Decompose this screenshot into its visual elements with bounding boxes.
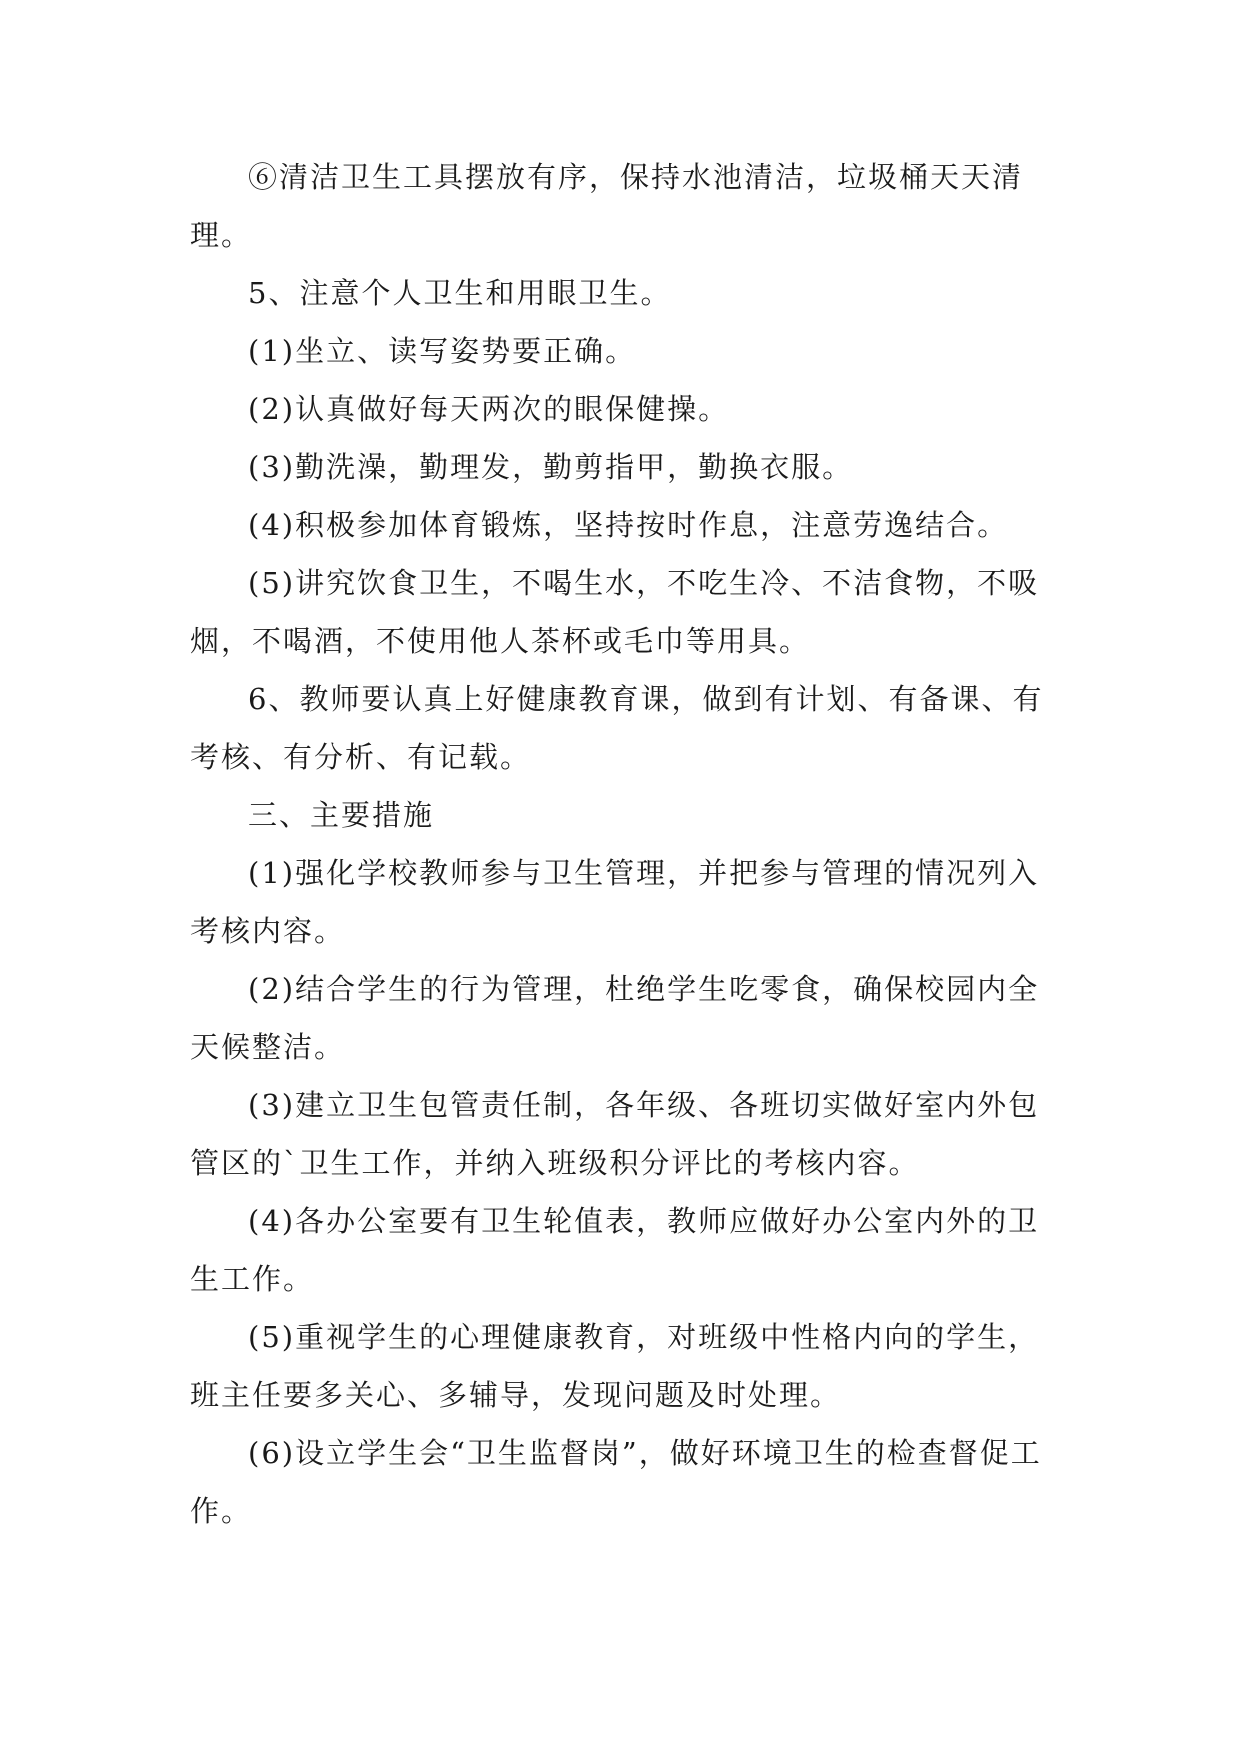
paragraph-13: (4)各办公室要有卫生轮值表，教师应做好办公室内外的卫生工作。 [190, 1204, 1040, 1296]
paragraph-2: 5、注意个人卫生和用眼卫生。 [248, 276, 672, 310]
paragraph-11: (2)结合学生的行为管理，杜绝学生吃零食，确保校园内全天候整洁。 [190, 972, 1040, 1064]
paragraph-6: (4)积极参加体育锻炼，坚持按时作息，注意劳逸结合。 [248, 508, 1009, 542]
document-body [190, 148, 1068, 1540]
paragraph-12: (3)建立卫生包管责任制，各年级、各班切实做好室内外包管区的`卫生工作，并纳入班级积分评比的考核内容。 [190, 1088, 1040, 1180]
paragraph-10: (1)强化学校教师参与卫生管理，并把参与管理的情况列入考核内容。 [190, 856, 1040, 948]
paragraph-7: (5)讲究饮食卫生，不喝生水，不吃生冷、不洁食物，不吸烟，不喝酒，不使用他人茶杯或毛巾等用具。 [190, 566, 1040, 658]
paragraph-15: (6)设立学生会“卫生监督岗”，做好环境卫生的检查督促工作。 [190, 1436, 1042, 1528]
paragraph-14: (5)重视学生的心理健康教育，对班级中性格内向的学生，班主任要多关心、多辅导，发现问题及时处理。 [190, 1320, 1040, 1412]
paragraph-8: 6、教师要认真上好健康教育课，做到有计划、有备课、有考核、有分析、有记载。 [190, 682, 1044, 774]
section-heading-main-measures: 三、主要措施 [248, 798, 435, 832]
paragraph-4: (2)认真做好每天两次的眼保健操。 [248, 392, 730, 426]
paragraph-1: ⑥清洁卫生工具摆放有序，保持水池清洁，垃圾桶天天清理。 [190, 160, 1024, 252]
paragraph-3: (1)坐立、读写姿势要正确。 [248, 334, 637, 368]
paragraph-5: (3)勤洗澡，勤理发，勤剪指甲，勤换衣服。 [248, 450, 854, 484]
